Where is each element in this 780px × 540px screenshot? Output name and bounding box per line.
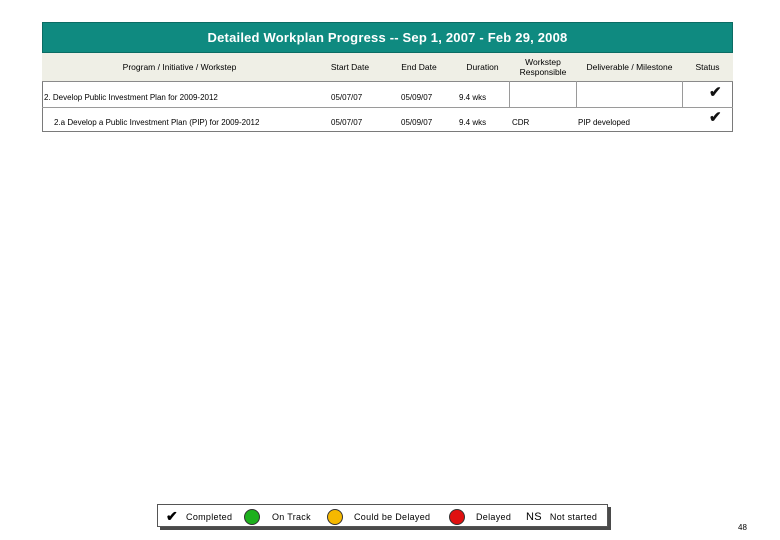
row-2-status-check-icon: ✔ (709, 109, 722, 126)
legend-not-started (526, 505, 597, 528)
legend-completed (166, 505, 232, 528)
row-2-program: 2.a Develop a Public Investment Plan (PIP) for 2009-2012 (54, 118, 260, 127)
row-2-end-date: 05/09/07 (401, 118, 433, 127)
row-1-program: 2. Develop Public Investment Plan for 2009-2012 (44, 93, 218, 102)
legend-delayed-label: Delayed (476, 511, 512, 522)
legend-could-be-delayed (327, 505, 430, 528)
legend-on-track (244, 505, 311, 528)
legend-completed-label: Completed (186, 511, 233, 522)
yellow-circle-icon (327, 509, 343, 525)
page-number: 48 (738, 523, 747, 532)
legend-on-track-label: On Track (272, 511, 311, 522)
check-icon: ✔ (166, 508, 179, 524)
row-2-start-date: 05/07/07 (331, 118, 363, 127)
header-program: Program / Initiative / Workstep (122, 62, 237, 72)
row-1-duration: 9.4 wks (459, 93, 487, 102)
header-workstep-responsible: Workstep Responsible (519, 57, 567, 77)
red-circle-icon (449, 509, 465, 525)
table-title: Detailed Workplan Progress -- Sep 1, 2007 - Feb 29, 2008 (42, 22, 733, 53)
column-divider (682, 81, 683, 107)
header-start-date: Start Date (330, 62, 370, 72)
table-header-row (42, 53, 733, 82)
legend-could-be-delayed-label: Could be Delayed (354, 511, 431, 522)
column-divider (576, 81, 577, 107)
row-2-deliverable: PIP developed (578, 118, 630, 127)
header-status: Status (695, 62, 720, 72)
legend-delayed (449, 505, 511, 528)
row-divider (42, 107, 733, 108)
column-divider (509, 81, 510, 107)
row-2-duration: 9.4 wks (459, 118, 487, 127)
green-circle-icon (244, 509, 260, 525)
header-end-date: End Date (401, 62, 437, 72)
legend-ns-symbol: NS (526, 510, 542, 523)
row-1-end-date: 05/09/07 (401, 93, 433, 102)
header-deliverable: Deliverable / Milestone (586, 62, 673, 72)
row-1-start-date: 05/07/07 (331, 93, 363, 102)
row-1-status-check-icon: ✔ (709, 84, 722, 101)
header-duration: Duration (466, 62, 499, 72)
row-2-responsible: CDR (512, 118, 530, 127)
status-legend (157, 504, 608, 527)
legend-not-started-label: Not started (549, 511, 598, 522)
